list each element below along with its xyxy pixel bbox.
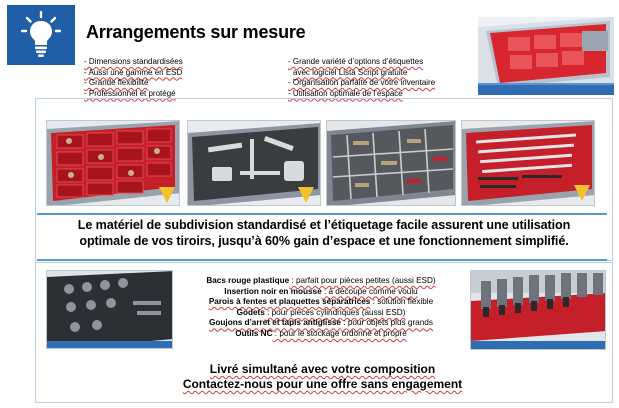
feature-item: - Grande variété d’options d’étiquettes bbox=[288, 57, 424, 66]
product-name: Outils NC bbox=[235, 328, 273, 338]
divider-line bbox=[37, 259, 607, 261]
photo-red-bins bbox=[46, 120, 180, 206]
list-item bbox=[176, 287, 466, 298]
footer-cta bbox=[150, 362, 495, 392]
product-desc: : parfait pour pièces petites (aussi ESD) bbox=[289, 276, 436, 285]
product-name: Parois à fentes et plaquettes séparatrices bbox=[208, 297, 371, 307]
photo-slotted-partitions bbox=[326, 120, 456, 206]
feature-item: - Grande flexibilité bbox=[84, 78, 149, 87]
list-item bbox=[176, 308, 466, 319]
headline bbox=[40, 217, 608, 249]
photo-foam-insert bbox=[187, 120, 321, 206]
headline-line-1: Le matériel de subdivision standardisé et l’étiquetage facile assurent une utilisation bbox=[77, 218, 571, 232]
product-desc: : pour objets plus grands bbox=[341, 318, 433, 328]
features-right bbox=[288, 57, 435, 99]
product-desc: : pour le stockage ordonné et propre bbox=[272, 328, 407, 338]
feature-item: - Aussi une gamme en ESD bbox=[84, 67, 183, 77]
list-item bbox=[176, 318, 466, 329]
footer-line-1: Livré simultané avec votre composition bbox=[209, 362, 436, 376]
photo-red-tray-tools bbox=[461, 120, 595, 206]
product-name: Goujons d’arret et tapis antiglisse bbox=[209, 318, 341, 328]
page-title: Arrangements sur mesure bbox=[86, 22, 306, 42]
feature-item: - Professionnel et protégé bbox=[84, 88, 176, 98]
product-desc: : solution flexible bbox=[370, 297, 434, 307]
footer-line-2: Contactez-nous pour une offre sans engagement bbox=[182, 377, 463, 391]
list-item bbox=[176, 297, 466, 308]
product-name: Bacs rouge plastique bbox=[206, 276, 290, 285]
badge bbox=[7, 5, 75, 65]
product-name: Insertion noir en mousse bbox=[224, 286, 322, 296]
list-item bbox=[176, 276, 466, 287]
lightbulb-icon bbox=[21, 11, 61, 59]
photo-nc-tools bbox=[470, 270, 606, 350]
header-drawer-photo bbox=[478, 17, 614, 95]
headline-line-2: optimale de vos tiroirs, jusqu’à 60% gain d’espace et une fonctionnement simplifié. bbox=[79, 234, 569, 248]
features-left bbox=[84, 57, 183, 99]
list-item bbox=[176, 329, 466, 340]
feature-item: - Dimensions standardisées bbox=[84, 57, 183, 66]
divider-line bbox=[37, 213, 607, 215]
product-desc: : pour pièces cylindriques (aussi ESD) bbox=[264, 307, 406, 317]
photo-dark-tray bbox=[46, 270, 173, 349]
product-list bbox=[176, 276, 466, 340]
feature-item: avec logiciel Lista Script gratuite bbox=[293, 67, 408, 77]
product-desc: : à découpe comme voulu bbox=[321, 286, 418, 296]
feature-item: - Organisation parfaite de votre inventaire bbox=[288, 78, 436, 87]
feature-item: - Utilisation optimale de l’espace bbox=[288, 88, 403, 98]
product-name: Godets bbox=[236, 307, 265, 317]
